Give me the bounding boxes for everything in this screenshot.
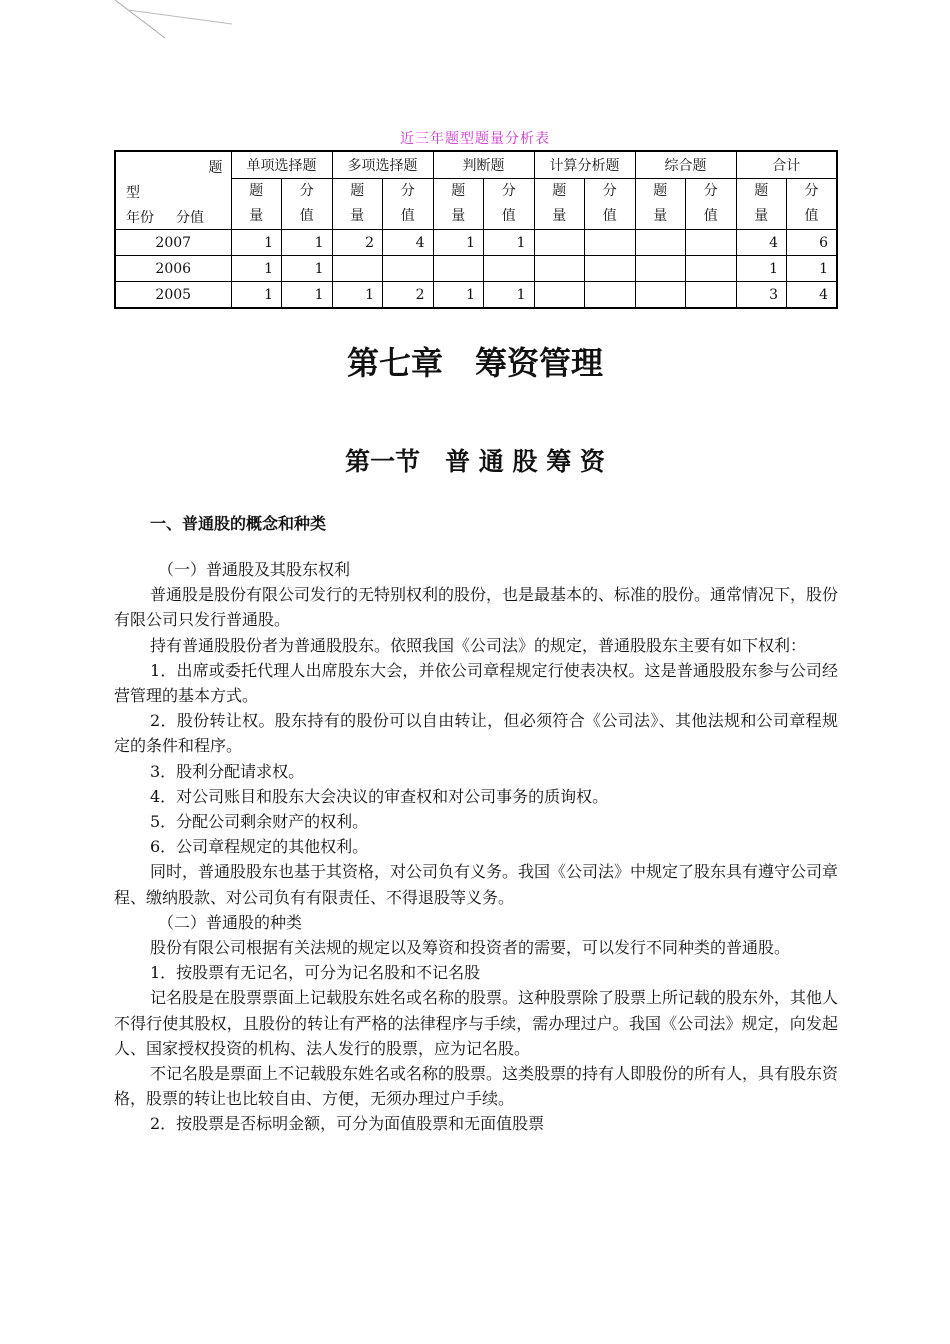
year-cell: 2007 (115, 230, 231, 256)
value-cell: 1 (231, 256, 282, 282)
value-cell: 1 (433, 230, 484, 256)
score-label-cell-char: 分 (299, 183, 314, 199)
value-cell: 3 (736, 282, 787, 309)
value-cell (484, 256, 535, 282)
score-label-cell (484, 179, 535, 230)
paragraph: （二）普通股的种类 (158, 912, 303, 932)
paragraph: 普通股是股份有限公司发行的无特别权利的股份，也是最基本的、标准的股份。通常情况下，股份有限公司只发行普通股。 (114, 585, 839, 630)
count-label-cell-char: 题 (653, 183, 668, 199)
value-cell: 1 (332, 282, 383, 309)
value-cell (534, 282, 585, 309)
year-cell: 2005 (115, 282, 231, 309)
count-label-cell (332, 179, 383, 230)
score-label-cell-char: 分 (602, 183, 617, 199)
value-cell: 1 (282, 282, 333, 309)
score-label-cell-char: 值 (602, 208, 617, 224)
score-label-cell (282, 179, 333, 230)
type-header: 综合题 (635, 151, 736, 179)
value-cell (686, 230, 737, 256)
value-cell (585, 282, 636, 309)
value-cell (534, 256, 585, 282)
value-cell: 4 (787, 282, 838, 309)
value-cell (585, 256, 636, 282)
chapter-title: 第七章 筹资管理 (346, 344, 603, 382)
score-label-cell (686, 179, 737, 230)
score-label-cell-char: 分 (703, 183, 718, 199)
score-label-cell-char: 值 (703, 208, 718, 224)
value-cell (534, 230, 585, 256)
count-label-cell (635, 179, 686, 230)
score-label-cell-char: 值 (501, 208, 516, 224)
table-row (115, 256, 837, 282)
count-label-cell-char: 量 (350, 208, 365, 224)
score-label-cell-char: 分 (804, 183, 819, 199)
value-cell: 2 (332, 230, 383, 256)
paragraph: 股份有限公司根据有关法规的规定以及筹资和投资者的需要，可以发行不同种类的普通股。 (150, 938, 791, 958)
score-label-cell (585, 179, 636, 230)
score-label-cell-char: 值 (804, 208, 819, 224)
value-cell: 6 (787, 230, 838, 256)
count-label-cell (433, 179, 484, 230)
table-corner-cell (115, 151, 231, 230)
paragraph: 1．出席或委托代理人出席股东大会，并依公司章程规定行使表决权。这是普通股股东参与公司经营管理的基本方式。 (114, 660, 838, 706)
value-cell: 1 (231, 230, 282, 256)
count-label-cell-char: 题 (350, 183, 365, 199)
paragraph: 6．公司章程规定的其他权利。 (150, 837, 369, 857)
corner-mid-label: 型 (126, 185, 140, 201)
score-label-cell-char: 值 (299, 208, 314, 224)
value-cell: 1 (433, 282, 484, 309)
value-cell (635, 256, 686, 282)
paragraph: 2．按股票是否标明金额，可分为面值股票和无面值股票 (150, 1114, 545, 1134)
value-cell: 1 (736, 256, 787, 282)
corner-fold-lines (0, 0, 240, 45)
value-cell: 2 (383, 282, 434, 309)
score-label-cell-char: 分 (400, 183, 415, 199)
value-cell (635, 282, 686, 309)
value-cell: 4 (383, 230, 434, 256)
value-cell (383, 256, 434, 282)
paragraph: 4．对公司账目和股东大会决议的审查权和对公司事务的质询权。 (150, 786, 609, 806)
paragraph: （一）普通股及其股东权利 (158, 560, 351, 579)
value-cell (332, 256, 383, 282)
type-header: 计算分析题 (534, 151, 635, 179)
value-cell: 1 (282, 256, 333, 282)
type-header: 合计 (736, 151, 837, 179)
value-cell: 1 (282, 230, 333, 256)
score-label-cell-char: 值 (400, 208, 415, 224)
type-header: 单项选择题 (231, 151, 332, 179)
corner-year-label: 年份 (126, 210, 154, 226)
table-header-row (115, 151, 837, 179)
score-label-cell-char: 分 (501, 183, 516, 199)
value-cell (433, 256, 484, 282)
paragraph: 同时，普通股股东也基于其资格，对公司负有义务。我国《公司法》中规定了股东具有遵守公司章程、缴纳股款、对公司负有有限责任、不得退股等义务。 (114, 862, 839, 907)
heading-concept-and-types: 一、普通股的概念和种类 (150, 514, 327, 533)
value-cell: 1 (787, 256, 838, 282)
type-header: 判断题 (433, 151, 534, 179)
type-header: 多项选择题 (332, 151, 433, 179)
count-label-cell-char: 量 (653, 208, 668, 224)
count-label-cell-char: 量 (249, 208, 264, 224)
year-cell: 2006 (115, 256, 231, 282)
paragraph: 持有普通股股份者为普通股股东。依照我国《公司法》的规定，普通股股东主要有如下权利： (150, 635, 807, 655)
value-cell: 1 (231, 282, 282, 309)
corner-top-label: 题 (208, 160, 223, 176)
count-label-cell-char: 题 (249, 183, 264, 199)
table-row (115, 282, 837, 309)
table-row (115, 230, 837, 256)
count-label-cell (736, 179, 787, 230)
paragraph: 记名股是在股票票面上记载股东姓名或名称的股票。这种股票除了股票上所记载的股东外，其他人不得行使其股权，且股份的转让有严格的法律程序与手续，需办理过户。我国《公司法》规定，向发起人、国家授权投资的机构、法人发行的股票，应为记名股。 (114, 988, 839, 1058)
score-label-cell (383, 179, 434, 230)
value-cell: 4 (736, 230, 787, 256)
table-caption: 近三年题型题量分析表 (400, 131, 550, 147)
count-label-cell (231, 179, 282, 230)
value-cell (686, 282, 737, 309)
count-label-cell-char: 题 (451, 183, 466, 199)
count-label-cell-char: 题 (754, 183, 769, 199)
body-text (114, 557, 838, 1137)
count-label-cell-char: 量 (552, 208, 567, 224)
question-stats-table (114, 150, 838, 309)
paragraph: 3．股利分配请求权。 (150, 761, 305, 781)
value-cell (635, 230, 686, 256)
value-cell (686, 256, 737, 282)
count-label-cell (534, 179, 585, 230)
count-label-cell-char: 量 (451, 208, 466, 224)
value-cell (585, 230, 636, 256)
score-label-cell (787, 179, 838, 230)
value-cell: 1 (484, 230, 535, 256)
paragraph: 2．股份转让权。股东持有的股份可以自由转让，但必须符合《公司法》、其他法规和公司章程规定的条件和程序。 (114, 711, 838, 756)
paragraph: 5．分配公司剩余财产的权利。 (150, 812, 369, 832)
paragraph: 1．按股票有无记名，可分为记名股和不记名股 (150, 963, 481, 983)
section-title: 第一节 普 通 股 筹 资 (345, 447, 605, 476)
count-label-cell-char: 题 (552, 183, 567, 199)
value-cell: 1 (484, 282, 535, 309)
corner-score-label: 分值 (176, 210, 204, 226)
paragraph: 不记名股是票面上不记载股东姓名或名称的股票。这类股票的持有人即股份的所有人，具有股东资格，股票的转让也比较自由、方便，无须办理过户手续。 (114, 1064, 839, 1109)
count-label-cell-char: 量 (754, 208, 769, 224)
